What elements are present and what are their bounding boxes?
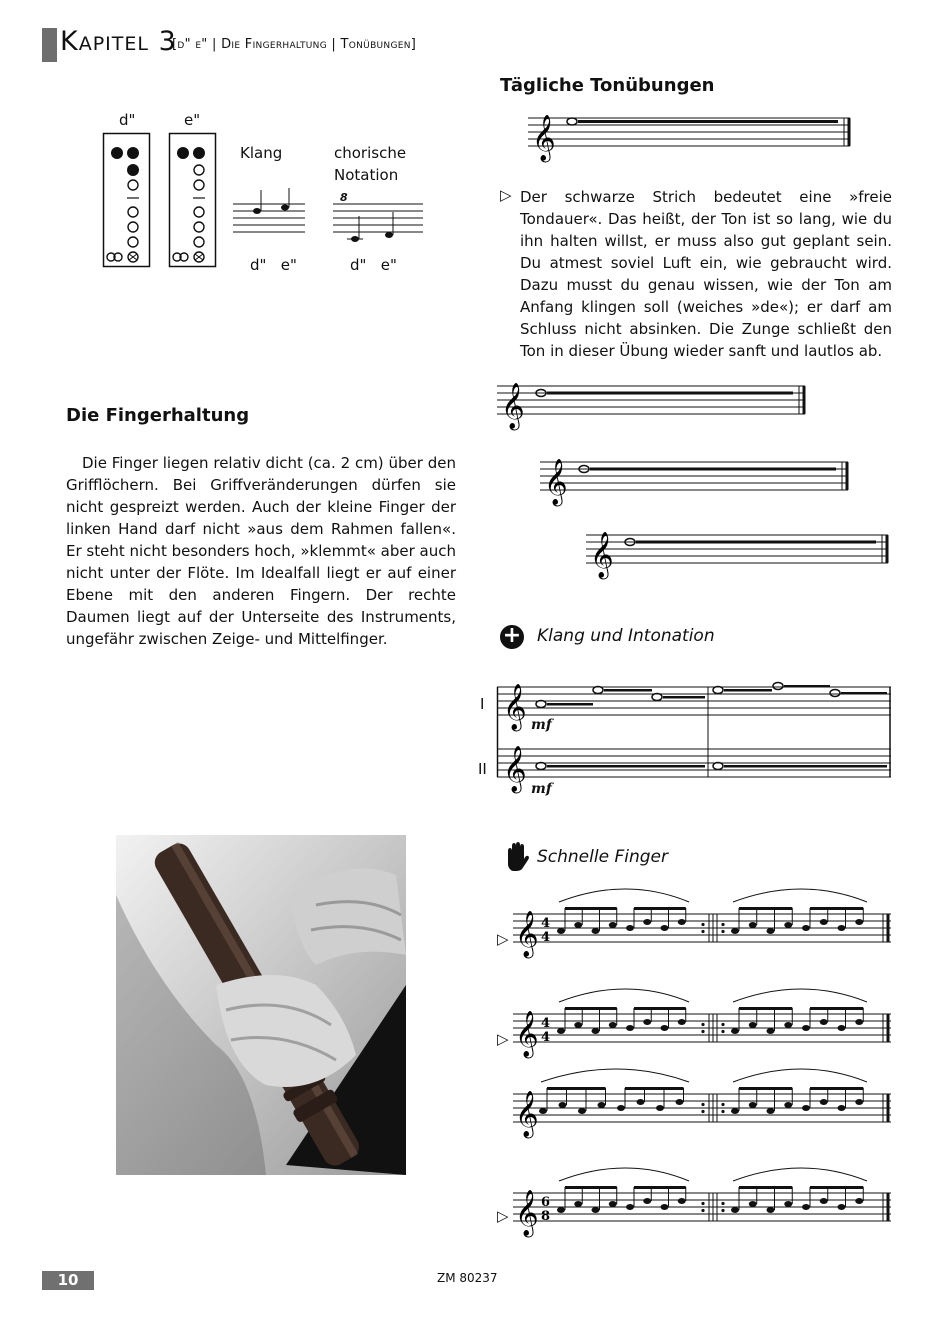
octave-mark: 8 (340, 191, 348, 204)
schnelle-finger-title: Schnelle Finger (537, 847, 668, 867)
voice-1-label: I (480, 695, 485, 713)
toenuebungen-text: Der schwarze Strich bedeutet eine »freie Tondauer«. Das heißt, der Ton ist so lang, wie du ihn halten willst, er muss also gut geplant sein. Du atmest soviel Luft ein, wie gebraucht wird. Dazu musst du genau wissen, wie der Ton am Anfang klingen soll (weiches »de«); er darf am Schluss nicht absinken. Die Zunge schließt den Ton in dieser Übung wieder sanft und lautlos ab. (520, 188, 892, 360)
recorder-photo (116, 835, 406, 1175)
exercise-2-marker: ▷ (497, 1030, 509, 1048)
klang-notes: d" e" (250, 256, 297, 274)
svg-text:6: 6 (541, 1195, 551, 1210)
svg-text:𝄞: 𝄞 (515, 1190, 539, 1236)
dynamic-mf-1: mf (531, 717, 552, 733)
chapter-subtitle: [d" e" | Die Fingerhaltung | Tonübungen] (172, 37, 417, 52)
exercise-3-marker: ▷ (497, 1207, 509, 1225)
exercise-1-marker: ▷ (497, 930, 509, 948)
catalog-code: ZM 80237 (437, 1271, 498, 1285)
hand-icon (504, 842, 530, 872)
svg-text:𝄞: 𝄞 (503, 684, 527, 730)
svg-text:𝄞: 𝄞 (503, 746, 527, 792)
chapter-word: Kapitel (60, 26, 149, 57)
fingering-diagram-d (103, 133, 151, 269)
toenuebungen-marker: ▷ (500, 186, 512, 204)
chorische-label: chorische (334, 144, 407, 162)
klang-staff (233, 202, 305, 236)
exercise-2-staff-b (513, 1078, 893, 1148)
fingering-label-e: e" (184, 111, 201, 129)
fingering-label-d: d" (119, 111, 136, 129)
svg-text:𝄞: 𝄞 (515, 1091, 539, 1137)
exercise-3-staff (513, 1177, 893, 1247)
chorische-notes: d" e" (350, 256, 397, 274)
svg-text:𝄞: 𝄞 (501, 383, 525, 429)
notation-label: Notation (334, 166, 399, 184)
chorische-staff (333, 202, 423, 246)
long-tone-staff-3 (540, 452, 852, 512)
exercise-2-staff-a (513, 998, 893, 1068)
klang-label: Klang (240, 144, 283, 162)
svg-text:𝄞: 𝄞 (532, 115, 556, 161)
chapter-bar (42, 28, 57, 62)
svg-text:𝄞: 𝄞 (515, 1011, 539, 1057)
fingerhaltung-text: Die Finger liegen relativ dicht (ca. 2 cm) über den Grifflöchern. Bei Griffveränderungen dürfen sie nicht gespreizt werden. Auch der kleine Finger der linken Hand darf nicht »aus dem Rahmen fallen«. Er steht nicht besonders hoch, »klemmt« aber auch nicht unter der Flöte. Im Idealfall liegt er auf einer Ebene mit den anderen Fingern. Der rechte Daumen liegt auf der Unterseite des Instruments, ungefähr zwischen Zeige- und Mittelfinger. (66, 454, 456, 648)
svg-text:8: 8 (541, 1209, 551, 1224)
dynamic-mf-2: mf (531, 781, 552, 797)
fingerhaltung-heading: Die Fingerhaltung (66, 405, 250, 426)
svg-text:4: 4 (541, 930, 551, 945)
voice-2-label: II (478, 760, 487, 778)
chapter-number: 3 (158, 26, 177, 57)
svg-text:𝄞: 𝄞 (544, 459, 568, 505)
page-number: 10 (42, 1271, 94, 1290)
klang-intonation-title: Klang und Intonation (537, 626, 715, 646)
fingering-diagram-e (169, 133, 217, 269)
svg-text:4: 4 (541, 916, 551, 931)
plus-circle-icon: + (500, 625, 524, 649)
long-tone-staff-2 (497, 376, 809, 436)
svg-text:4: 4 (541, 1016, 551, 1031)
toenuebungen-heading: Tägliche Tonübungen (500, 75, 715, 96)
intonation-score (497, 680, 893, 810)
svg-text:𝄞: 𝄞 (590, 532, 614, 578)
chapter-title (60, 26, 177, 57)
long-tone-staff-4 (586, 525, 892, 585)
exercise-1-staff (513, 898, 893, 968)
svg-text:4: 4 (541, 1030, 551, 1045)
svg-text:𝄞: 𝄞 (515, 911, 539, 957)
long-tone-staff-1 (528, 108, 854, 168)
